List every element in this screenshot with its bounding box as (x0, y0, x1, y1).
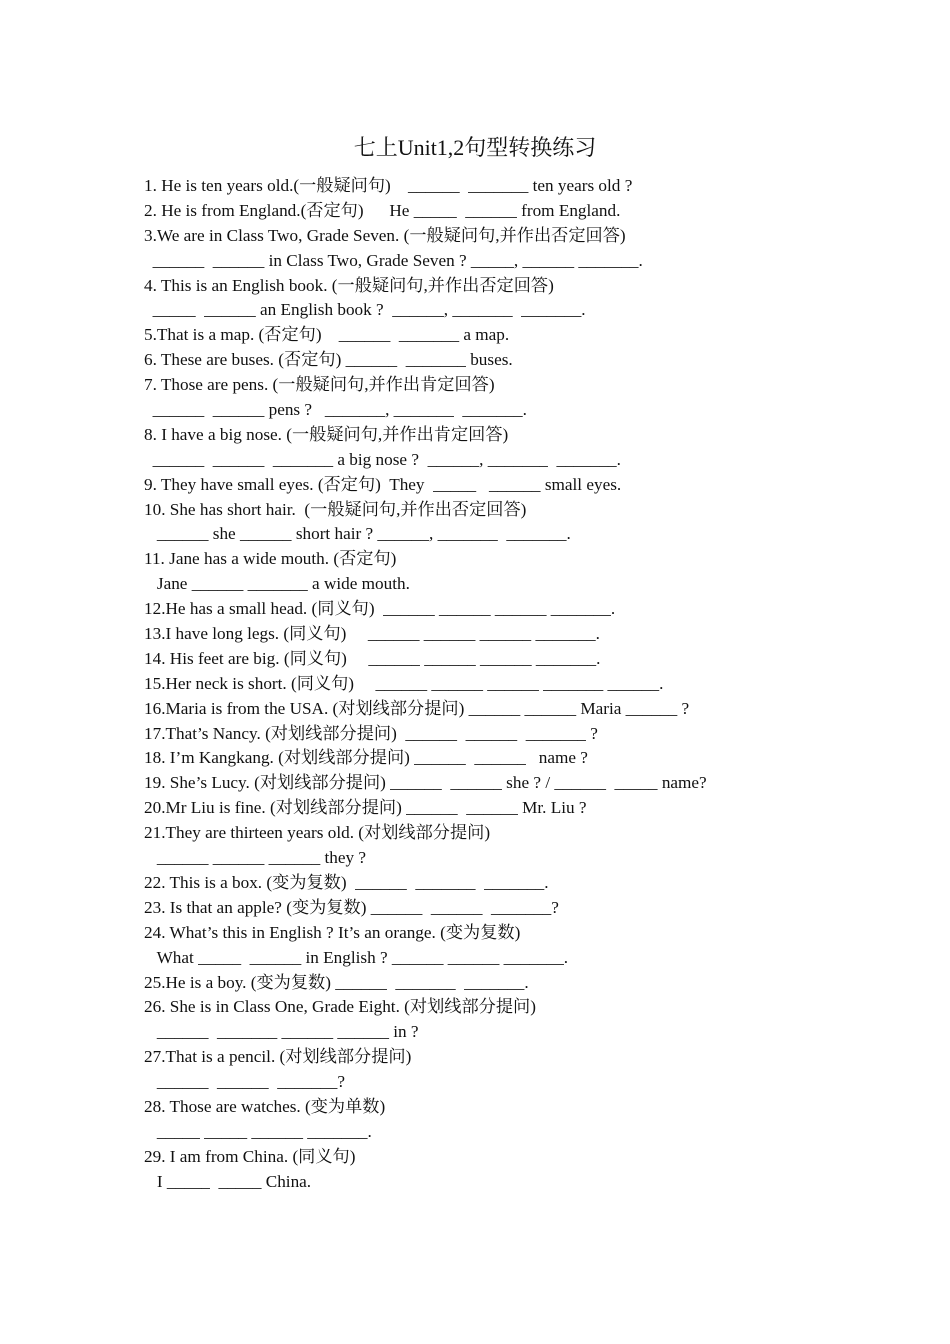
exercise-line: 25.He is a boy. (变为复数) ______ _______ _______. (144, 972, 529, 992)
exercise-line: ______ ______ pens ? _______, _______ _______. (144, 400, 527, 420)
exercise-line: ______ ______ _______ a big nose ? ______, _______ _______. (144, 449, 621, 469)
exercise-line: 16.Maria is from the USA. (对划线部分提问) ______ ______ Maria ______ ? (144, 698, 690, 718)
exercise-line: 11. Jane has a wide mouth. (否定句) (144, 549, 397, 569)
exercise-line: ______ ______ _______? (144, 1072, 345, 1092)
exercise-line: 15.Her neck is short. (同义句) ______ ______ ______ _______ ______. (144, 673, 664, 693)
exercise-line: 28. Those are watches. (变为单数) (144, 1096, 386, 1116)
exercise-line: 22. This is a box. (变为复数) ______ _______ _______. (144, 872, 549, 892)
exercise-line: 3.We are in Class Two, Grade Seven. (一般疑问句,并作出否定回答) (144, 225, 626, 245)
exercise-line: 27.That is a pencil. (对划线部分提问) (144, 1047, 412, 1067)
exercise-list (144, 174, 824, 1195)
exercise-line: 5.That is a map. (否定句) ______ _______ a map. (144, 325, 510, 345)
exercise-line: 6. These are buses. (否定句) ______ _______ buses. (144, 350, 513, 370)
exercise-line: 13.I have long legs. (同义句) ______ ______ ______ _______. (144, 624, 600, 644)
exercise-line: 18. I’m Kangkang. (对划线部分提问) ______ ______ name ? (144, 748, 588, 768)
exercise-line: 2. He is from England.(否定句) He _____ ______ from England. (144, 200, 621, 220)
exercise-line: 7. Those are pens. (一般疑问句,并作出肯定回答) (144, 375, 495, 395)
exercise-line: 26. She is in Class One, Grade Eight. (对划线部分提问) (144, 997, 536, 1017)
exercise-line: I _____ _____ China. (144, 1171, 312, 1191)
exercise-line: 10. She has short hair. (一般疑问句,并作出否定回答) (144, 499, 527, 519)
exercise-line: 23. Is that an apple? (变为复数) ______ ______ _______? (144, 897, 559, 917)
exercise-line: ______ ______ in Class Two, Grade Seven ? _____, ______ _______. (144, 250, 643, 270)
exercise-line: 1. He is ten years old.(一般疑问句) ______ _______ ten years old ? (144, 176, 633, 195)
exercise-line: 8. I have a big nose. (一般疑问句,并作出肯定回答) (144, 424, 509, 444)
exercise-line: 21.They are thirteen years old. (对划线部分提问) (144, 823, 491, 843)
exercise-line: 29. I am from China. (同义句) (144, 1146, 356, 1166)
exercise-line: ______ _______ ______ ______ in ? (144, 1022, 419, 1042)
exercise-line: 17.That’s Nancy. (对划线部分提问) ______ ______ _______ ? (144, 723, 598, 743)
exercise-line: 24. What’s this in English ? It’s an orange. (变为复数) (144, 922, 521, 942)
exercise-line: Jane ______ _______ a wide mouth. (144, 574, 410, 594)
exercise-line: 19. She’s Lucy. (对划线部分提问) ______ ______ she ? / ______ _____ name? (144, 773, 707, 793)
exercise-line: 14. His feet are big. (同义句) ______ ______ ______ _______. (144, 648, 601, 668)
worksheet-title: 七上Unit1,2句型转换练习 (353, 135, 597, 160)
exercise-line: 4. This is an English book. (一般疑问句,并作出否定回答) (144, 275, 554, 295)
exercise-line: _____ _____ ______ _______. (144, 1121, 372, 1141)
exercise-line: 12.He has a small head. (同义句) ______ ______ ______ _______. (144, 599, 616, 619)
exercise-line: What _____ ______ in English ? ______ ______ _______. (144, 947, 569, 967)
exercise-line: _____ ______ an English book ? ______, _______ _______. (144, 300, 586, 320)
exercise-line: 9. They have small eyes. (否定句) They _____ ______ small eyes. (144, 474, 622, 494)
exercise-line: 20.Mr Liu is fine. (对划线部分提问) ______ ______ Mr. Liu ? (144, 798, 587, 818)
exercise-line: ______ she ______ short hair ? ______, _______ _______. (144, 524, 571, 544)
exercise-line: ______ ______ ______ they ? (144, 848, 366, 868)
